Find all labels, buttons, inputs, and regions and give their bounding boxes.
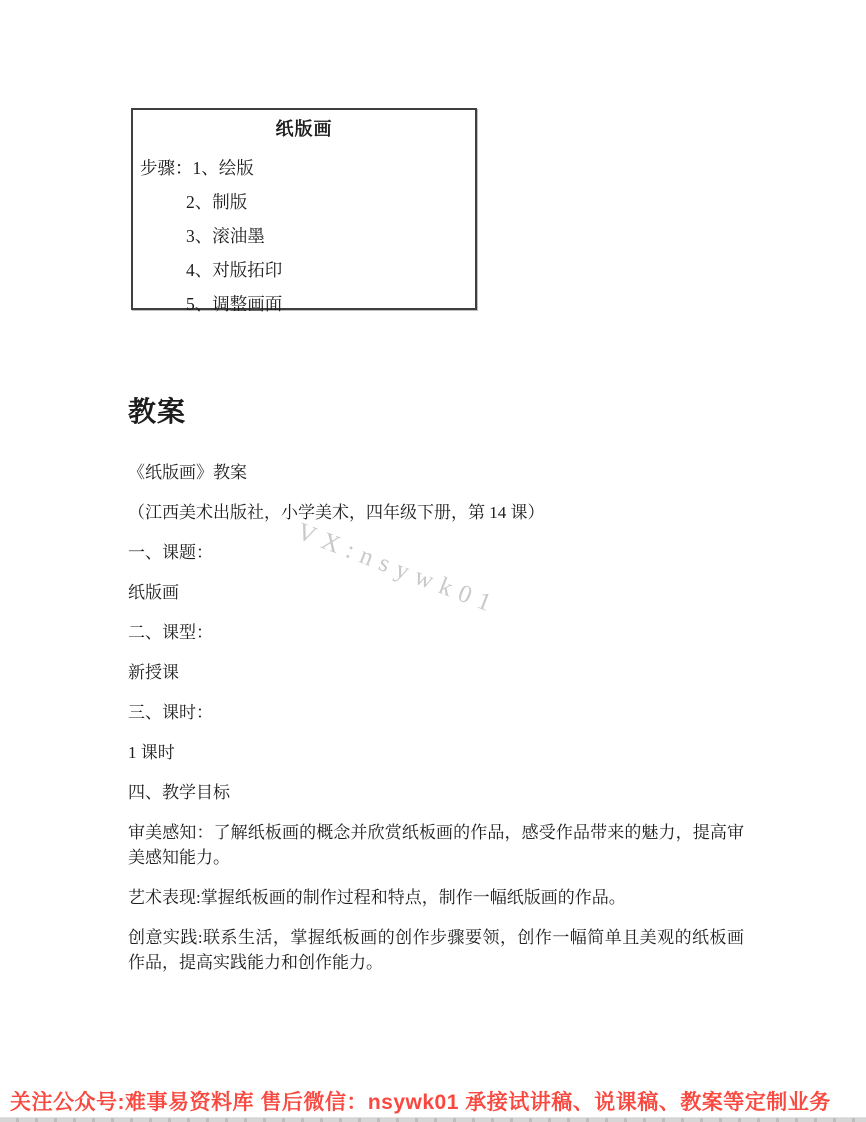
paragraph-section-hours: 三、课时： — [128, 703, 213, 722]
paragraph-section-type: 二、课型： — [128, 623, 213, 642]
step-item: 4、对版拓印 — [186, 260, 283, 280]
watermark-text: VX:nsywk01 — [293, 518, 503, 620]
lesson-plan-body — [128, 396, 744, 990]
paragraph-type-value: 新授课 — [128, 663, 179, 682]
step-item: 5、调整画面 — [186, 294, 283, 314]
steps-box-title: 纸版画 — [275, 119, 333, 139]
step-text: 1、绘版 — [192, 158, 254, 178]
step-item — [133, 151, 475, 185]
paragraph-source: （江西美术出版社，小学美术，四年级下册，第 14 课） — [128, 503, 545, 522]
page-title: 教案 — [128, 397, 187, 428]
paragraph-goal-aesthetic: 审美感知：了解纸板画的概念并欣赏纸板画的作品，感受作品带来的魅力，提高审美感知能力。 — [128, 823, 744, 867]
steps-label: 步骤： — [140, 158, 193, 178]
step-item: 3、滚油墨 — [186, 226, 265, 246]
paragraph-section-topic: 一、课题： — [128, 543, 213, 562]
paragraph-goal-practice: 创意实践:联系生活，掌握纸板画的创作步骤要领，创作一幅简单且美观的纸板画作品，提高实践能力和创作能力。 — [128, 928, 744, 972]
step-item: 2、制版 — [186, 192, 248, 212]
footer-banner — [0, 1088, 866, 1122]
paragraph-topic-value: 纸版画 — [128, 583, 179, 602]
footer-promo-text: 关注公众号:难事易资料库 售后微信：nsywk01 承接试讲稿、说课稿、教案等定制业务 — [10, 1091, 831, 1114]
steps-diagram-box — [131, 108, 477, 314]
paragraph-doc-title: 《纸版画》教案 — [128, 463, 247, 482]
page-bottom-edge — [0, 1117, 866, 1122]
steps-list — [133, 151, 475, 321]
paragraph-hours-value: 1 课时 — [128, 743, 175, 762]
paragraph-section-goals: 四、教学目标 — [128, 783, 230, 802]
paragraph-goal-art: 艺术表现:掌握纸板画的制作过程和特点，制作一幅纸版画的作品。 — [128, 888, 626, 907]
